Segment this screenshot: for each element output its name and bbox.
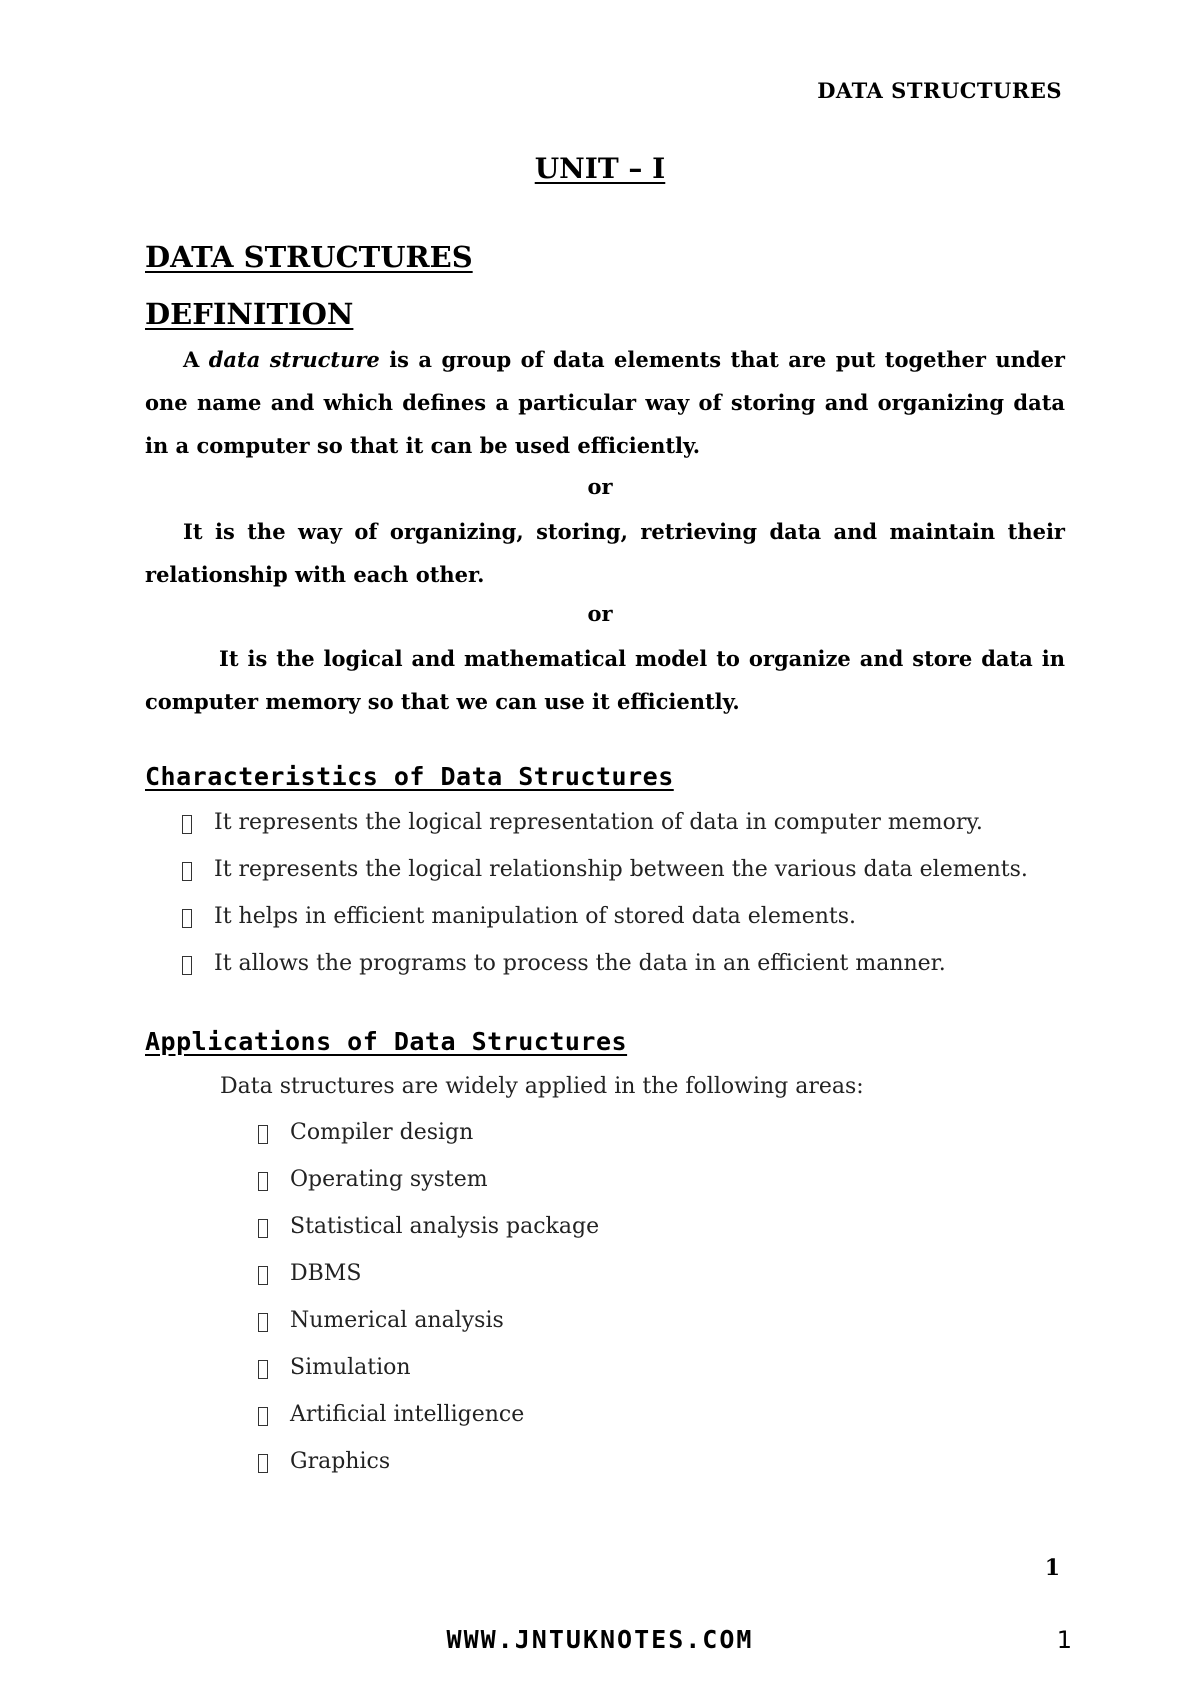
list-item: Numerical analysis — [258, 1308, 958, 1355]
list-item: Artificial intelligence — [258, 1402, 958, 1449]
applications-list — [258, 1120, 958, 1496]
applications-heading: Applications of Data Structures — [145, 1027, 628, 1056]
bullet-icon — [258, 1266, 268, 1285]
list-item: Compiler design — [258, 1120, 958, 1167]
footer-website-link[interactable]: WWW.JNTUKNOTES.COM — [446, 1625, 754, 1654]
bullet-icon — [258, 1125, 268, 1144]
definition-heading: DEFINITION — [145, 297, 354, 331]
bullet-icon — [182, 956, 192, 975]
bullet-icon — [258, 1360, 268, 1379]
running-header: DATA STRUCTURES — [817, 78, 1062, 103]
list-item: It represents the logical relationship between the various data elements. — [182, 857, 1082, 904]
bullet-icon — [258, 1454, 268, 1473]
bullet-icon — [258, 1407, 268, 1426]
bullet-icon — [258, 1313, 268, 1332]
bullet-icon — [182, 909, 192, 928]
list-item: Operating system — [258, 1167, 958, 1214]
list-item: DBMS — [258, 1261, 958, 1308]
page-number-inner: 1 — [1044, 1555, 1060, 1581]
list-item: It helps in efficient manipulation of stored data elements. — [182, 904, 1082, 951]
list-item: Graphics — [258, 1449, 958, 1496]
or-separator-1: or — [587, 474, 613, 499]
list-item: Simulation — [258, 1355, 958, 1402]
list-item: It allows the programs to process the data in an efficient manner. — [182, 951, 1082, 998]
characteristics-list — [182, 810, 1082, 998]
bullet-icon — [258, 1219, 268, 1238]
unit-title: UNIT – I — [534, 152, 666, 185]
bullet-icon — [182, 862, 192, 881]
applications-intro: Data structures are widely applied in the following areas: — [220, 1074, 864, 1099]
list-item: It represents the logical representation of data in computer memory. — [182, 810, 1082, 857]
definition-paragraph-1: A data structure is a group of data elements that are put together under one name and which defines a particular way of storing and organizing data in a computer so that it can be used efficiently. — [145, 347, 1065, 458]
definition-term: data structure — [208, 347, 380, 372]
bullet-icon — [182, 815, 192, 834]
definition-paragraph-3: It is the logical and mathematical model to organize and store data in computer memory so that we can use it efficiently. — [145, 646, 1065, 714]
bullet-icon — [258, 1172, 268, 1191]
page-number-outer: 1 — [1056, 1626, 1072, 1654]
list-item: Statistical analysis package — [258, 1214, 958, 1261]
or-separator-2: or — [587, 601, 613, 626]
characteristics-heading: Characteristics of Data Structures — [145, 762, 674, 791]
definition-paragraph-2: It is the way of organizing, storing, retrieving data and maintain their relationship with each other. — [145, 519, 1065, 587]
section-title: DATA STRUCTURES — [145, 240, 473, 274]
